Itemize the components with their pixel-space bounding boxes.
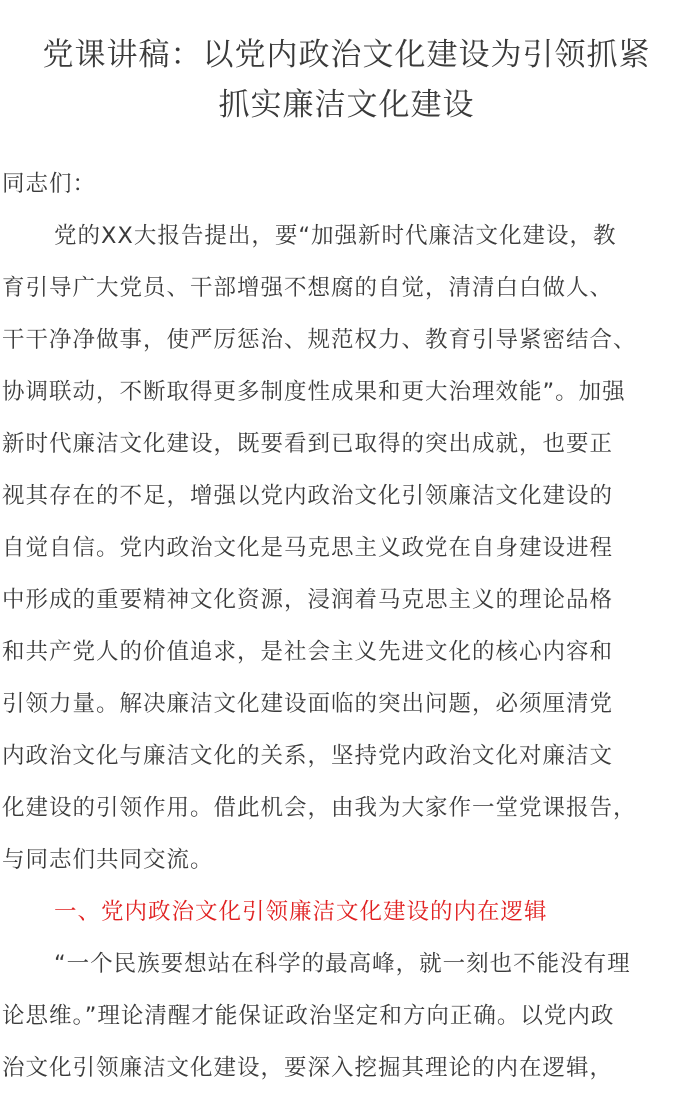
paragraph-2-line: 治文化引领廉洁文化建设，要深入挖掘其理论的内在逻辑， xyxy=(2,1055,614,1081)
paragraph-1-line: 干干净净做事，使严厉惩治、规范权力、教育引导紧密结合、 xyxy=(2,327,637,353)
paragraph-1-line: 内政治文化与廉洁文化的关系，坚持党内政治文化对廉洁文 xyxy=(2,743,614,769)
document-body xyxy=(2,158,692,1094)
paragraph-1 xyxy=(2,210,692,886)
paragraph-2 xyxy=(2,938,692,1094)
paragraph-1-line: 育引导广大党员、干部增强不想腐的自觉，清清白白做人、 xyxy=(2,275,614,301)
greeting: 同志们： xyxy=(2,171,97,197)
paragraph-1-line: 党的XX大报告提出，要“加强新时代廉洁文化建设，教 xyxy=(54,223,617,249)
paragraph-2-line: “一个民族要想站在科学的最高峰，就一刻也不能没有理 xyxy=(54,951,631,977)
title-line-1: 党课讲稿：以党内政治文化建设为引领抓紧 xyxy=(42,37,651,73)
document-title xyxy=(0,0,693,130)
paragraph-1-line: 新时代廉洁文化建设，既要看到已取得的突出成就，也要正 xyxy=(2,431,614,457)
paragraph-1-line: 视其存在的不足，增强以党内政治文化引领廉洁文化建设的 xyxy=(2,483,614,509)
paragraph-1-line: 引领力量。解决廉洁文化建设面临的突出问题，必须厘清党 xyxy=(2,691,614,717)
paragraph-1-line: 和共产党人的价值追求，是社会主义先进文化的核心内容和 xyxy=(2,639,614,665)
paragraph-1-line: 中形成的重要精神文化资源，浸润着马克思主义的理论品格 xyxy=(2,587,614,613)
paragraph-2-line: 论思维。”理论清醒才能保证政治坚定和方向正确。以党内政 xyxy=(2,1003,615,1029)
paragraph-1-line: 化建设的引领作用。借此机会，由我为大家作一堂党课报告， xyxy=(2,795,637,821)
section-1-heading: 一、党内政治文化引领廉洁文化建设的内在逻辑 xyxy=(54,899,548,925)
paragraph-1-line: 协调联动，不断取得更多制度性成果和更大治理效能”。加强 xyxy=(2,379,626,405)
paragraph-1-line: 自觉自信。党内政治文化是马克思主义政党在自身建设进程 xyxy=(2,535,614,561)
paragraph-1-line: 与同志们共同交流。 xyxy=(2,847,214,873)
title-line-2: 抓实廉洁文化建设 xyxy=(218,87,475,123)
